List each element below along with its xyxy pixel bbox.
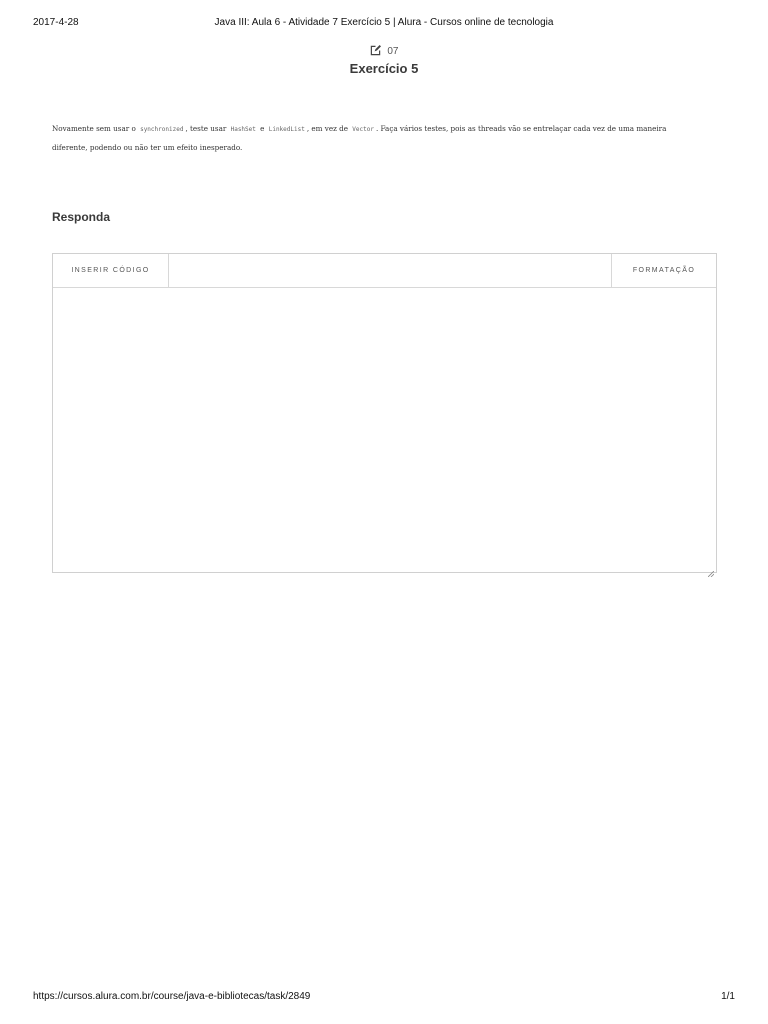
editor-toolbar xyxy=(53,254,716,288)
task-title: Exercício 5 xyxy=(349,61,419,76)
statement-text: e xyxy=(257,124,267,133)
task-number: 07 xyxy=(387,46,399,57)
statement-text: . Faça vários testes, pois as threads vão se entrelaçar cada vez de uma maneira diferente, podendo ou não ter um efeito inesperado. xyxy=(52,124,667,152)
task-statement xyxy=(52,120,672,157)
print-footer xyxy=(0,991,768,1005)
edit-icon xyxy=(370,45,381,59)
formatting-button[interactable]: FORMATAÇÃO xyxy=(632,267,696,274)
inline-code: HashSet xyxy=(230,126,256,133)
inline-code: Vector xyxy=(352,126,374,133)
statement-text: , em vez de xyxy=(306,124,351,133)
print-header xyxy=(0,17,768,31)
answer-heading: Responda xyxy=(52,210,111,224)
statement-text: Novamente sem usar o xyxy=(52,124,139,133)
print-page-number: 1/1 xyxy=(721,991,735,1002)
statement-text: , teste usar xyxy=(185,124,229,133)
inline-code: synchronized xyxy=(140,126,184,133)
answer-editor xyxy=(52,253,717,573)
answer-textarea[interactable] xyxy=(53,288,716,572)
print-url: https://cursos.alura.com.br/course/java-e-bibliotecas/task/2849 xyxy=(33,991,311,1002)
print-date: 2017-4-28 xyxy=(33,17,79,28)
print-page-title: Java III: Aula 6 - Atividade 7 Exercício 5 | Alura - Cursos online de tecnologia xyxy=(214,17,554,28)
insert-code-button[interactable]: INSERIR CÓDIGO xyxy=(53,254,169,287)
toolbar-spacer xyxy=(169,254,612,287)
resize-handle-icon[interactable] xyxy=(708,564,714,570)
inline-code: LinkedList xyxy=(268,126,305,133)
task-meta xyxy=(0,45,768,59)
